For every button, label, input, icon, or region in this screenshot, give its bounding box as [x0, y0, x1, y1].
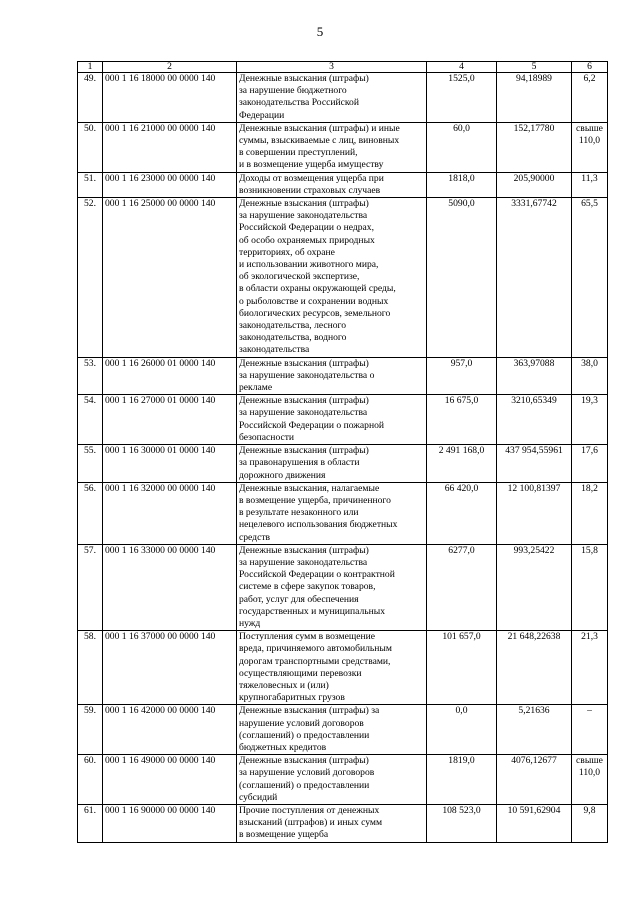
table-row [78, 357, 608, 395]
row-number-cell: 60. [78, 755, 103, 805]
budget-code-cell: 000 1 16 26000 01 0000 140 [103, 357, 237, 395]
row-number-cell: 58. [78, 631, 103, 705]
description-cell: Денежные взыскания, налагаемые в возмещение ущерба, причиненного в результате незаконного или нецелевого использования бюджетных средств [237, 482, 427, 544]
actual-value-cell: 993,25422 [497, 544, 572, 630]
actual-value-cell: 21 648,22638 [497, 631, 572, 705]
plan-value-cell: 60,0 [427, 122, 497, 172]
plan-value-cell: 0,0 [427, 705, 497, 755]
actual-value-cell: 152,17780 [497, 122, 572, 172]
column-header: 1 [78, 62, 103, 73]
budget-code-cell: 000 1 16 90000 00 0000 140 [103, 804, 237, 842]
plan-value-cell: 957,0 [427, 357, 497, 395]
percent-cell: 9,8 [572, 804, 608, 842]
table-row [78, 395, 608, 445]
budget-code-cell: 000 1 16 37000 00 0000 140 [103, 631, 237, 705]
description-cell: Денежные взыскания (штрафы) за нарушение законодательства Российской Федерации о пожарной безопасности [237, 395, 427, 445]
percent-cell: 11,3 [572, 172, 608, 197]
budget-code-cell: 000 1 16 27000 01 0000 140 [103, 395, 237, 445]
percent-cell: 18,2 [572, 482, 608, 544]
description-cell: Прочие поступления от денежных взысканий (штрафов) и иных сумм в возмещение ущерба [237, 804, 427, 842]
revenue-table [77, 61, 608, 843]
actual-value-cell: 12 100,81397 [497, 482, 572, 544]
row-number-cell: 57. [78, 544, 103, 630]
plan-value-cell: 1818,0 [427, 172, 497, 197]
plan-value-cell: 101 657,0 [427, 631, 497, 705]
column-header: 4 [427, 62, 497, 73]
percent-cell: 6,2 [572, 73, 608, 123]
budget-code-cell: 000 1 16 32000 00 0000 140 [103, 482, 237, 544]
table-row [78, 122, 608, 172]
budget-code-cell: 000 1 16 21000 00 0000 140 [103, 122, 237, 172]
budget-code-cell: 000 1 16 18000 00 0000 140 [103, 73, 237, 123]
actual-value-cell: 437 954,55961 [497, 445, 572, 483]
table-row [78, 198, 608, 358]
percent-cell: 17,6 [572, 445, 608, 483]
row-number-cell: 59. [78, 705, 103, 755]
table-row [78, 804, 608, 842]
row-number-cell: 54. [78, 395, 103, 445]
percent-cell: свыше 110,0 [572, 122, 608, 172]
actual-value-cell: 363,97088 [497, 357, 572, 395]
plan-value-cell: 5090,0 [427, 198, 497, 358]
description-cell: Денежные взыскания (штрафы) за правонарушения в области дорожного движения [237, 445, 427, 483]
budget-code-cell: 000 1 16 30000 01 0000 140 [103, 445, 237, 483]
budget-code-cell: 000 1 16 25000 00 0000 140 [103, 198, 237, 358]
budget-code-cell: 000 1 16 23000 00 0000 140 [103, 172, 237, 197]
row-number-cell: 52. [78, 198, 103, 358]
table-row [78, 705, 608, 755]
row-number-cell: 50. [78, 122, 103, 172]
percent-cell: 19,3 [572, 395, 608, 445]
percent-cell: 21,3 [572, 631, 608, 705]
description-cell: Поступления сумм в возмещение вреда, причиняемого автомобильным дорогам транспортными средствами, осуществляющими перевозки тяжеловесных и (или) крупногабаритных грузов [237, 631, 427, 705]
description-cell: Доходы от возмещения ущерба при возникновении страховых случаев [237, 172, 427, 197]
budget-code-cell: 000 1 16 42000 00 0000 140 [103, 705, 237, 755]
budget-code-cell: 000 1 16 33000 00 0000 140 [103, 544, 237, 630]
description-cell: Денежные взыскания (штрафы) и иные суммы, взыскиваемые с лиц, виновных в совершении преступлений, и в возмещение ущерба имуществу [237, 122, 427, 172]
actual-value-cell: 5,21636 [497, 705, 572, 755]
description-cell: Денежные взыскания (штрафы) за нарушение условий договоров (соглашений) о предоставлении субсидий [237, 755, 427, 805]
actual-value-cell: 3210,65349 [497, 395, 572, 445]
plan-value-cell: 1525,0 [427, 73, 497, 123]
description-cell: Денежные взыскания (штрафы) за нарушение законодательства Российской Федерации о недрах, об особо охраняемых природных территориях, об охране и использовании животного мира, об экологической экспертизе, в области охраны окружающей среды, о рыболовстве и сохранении водных биологических ресурсов, земельного законодательства, лесного законодательства, водного законодательства [237, 198, 427, 358]
table-header-row [78, 62, 608, 73]
plan-value-cell: 2 491 168,0 [427, 445, 497, 483]
percent-cell: свыше 110,0 [572, 755, 608, 805]
table-row [78, 482, 608, 544]
row-number-cell: 49. [78, 73, 103, 123]
column-header: 6 [572, 62, 608, 73]
row-number-cell: 53. [78, 357, 103, 395]
percent-cell: 15,8 [572, 544, 608, 630]
description-cell: Денежные взыскания (штрафы) за нарушение условий договоров (соглашений) о предоставлении бюджетных кредитов [237, 705, 427, 755]
plan-value-cell: 6277,0 [427, 544, 497, 630]
percent-cell: 38,0 [572, 357, 608, 395]
row-number-cell: 56. [78, 482, 103, 544]
plan-value-cell: 16 675,0 [427, 395, 497, 445]
table-row [78, 445, 608, 483]
actual-value-cell: 4076,12677 [497, 755, 572, 805]
budget-code-cell: 000 1 16 49000 00 0000 140 [103, 755, 237, 805]
column-header: 3 [237, 62, 427, 73]
column-header: 2 [103, 62, 237, 73]
table-row [78, 544, 608, 630]
column-header: 5 [497, 62, 572, 73]
row-number-cell: 51. [78, 172, 103, 197]
description-cell: Денежные взыскания (штрафы) за нарушение законодательства Российской Федерации о контрактной системе в сфере закупок товаров, работ, услуг для обеспечения государственных и муниципальных нужд [237, 544, 427, 630]
table-row [78, 755, 608, 805]
percent-cell: – [572, 705, 608, 755]
page-number: 5 [316, 24, 324, 39]
table-row [78, 73, 608, 123]
description-cell: Денежные взыскания (штрафы) за нарушение законодательства о рекламе [237, 357, 427, 395]
plan-value-cell: 66 420,0 [427, 482, 497, 544]
actual-value-cell: 10 591,62904 [497, 804, 572, 842]
actual-value-cell: 3331,67742 [497, 198, 572, 358]
row-number-cell: 55. [78, 445, 103, 483]
percent-cell: 65,5 [572, 198, 608, 358]
table-row [78, 631, 608, 705]
plan-value-cell: 1819,0 [427, 755, 497, 805]
table-row [78, 172, 608, 197]
actual-value-cell: 205,90000 [497, 172, 572, 197]
row-number-cell: 61. [78, 804, 103, 842]
description-cell: Денежные взыскания (штрафы) за нарушение бюджетного законодательства Российской Федерации [237, 73, 427, 123]
plan-value-cell: 108 523,0 [427, 804, 497, 842]
actual-value-cell: 94,18989 [497, 73, 572, 123]
